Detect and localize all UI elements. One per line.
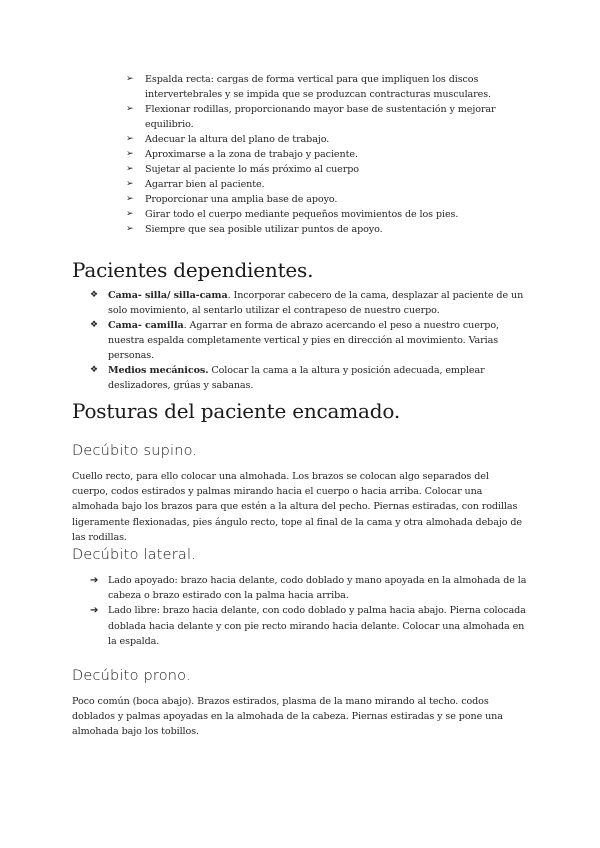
arrowhead-icon: ➢ (126, 149, 134, 159)
right-arrow-icon: ➔ (90, 605, 99, 617)
diamond-icon: ❖ (90, 320, 98, 330)
diamond-icon: ❖ (90, 290, 98, 300)
arrowhead-icon: ➢ (126, 134, 134, 144)
arrowhead-icon: ➢ (126, 209, 134, 219)
list-item: ➢ Espalda recta: cargas de forma vertical para que impliquen los discos intervertebrales y se impida que se produzcan contracturas musculares. (126, 74, 492, 100)
posture-rules-list (126, 72, 526, 237)
list-item: ➢ Flexionar rodillas, proporcionando mayor base de sustentación y mejorar equilibrio. (126, 104, 496, 130)
list-item: ❖ Cama- camilla. Agarrar en forma de abrazo acercando el peso a nuestro cuerpo, nuestra espalda completamente vertical y pies en dirección al movimiento. Varias personas. (90, 320, 499, 361)
heading-posturas-paciente-encamado: Posturas del paciente encamado. (72, 399, 401, 423)
list-item: ❖ Cama- silla/ silla-cama. Incorporar cabecero de la cama, desplazar al paciente de un solo movimiento, al sentarlo utilizar el contrapeso de nuestro cuerpo. (90, 290, 524, 316)
heading-decubito-prono: Decúbito prono. (72, 668, 191, 684)
dependent-patients-list (90, 288, 530, 393)
list-item: ➔ Lado apoyado: brazo hacia delante, codo doblado y mano apoyada en la almohada de la cabeza o brazo estirado con la palma hacia arriba. (90, 575, 527, 602)
paragraph-decubito-supino: Cuello recto, para ello colocar una almohada. Los brazos se colocan algo separados del cuerpo, codos estirados y palmas mirando hacia el cuerpo o hacia arriba. Colocar una almohada bajo los brazos para que estén a la altura del pecho. Piernas estiradas, con rodillas ligeramente flexionadas, pies ángulo recto, tope al final de la cama y otra almohada debajo de las rodillas. (72, 471, 522, 543)
arrowhead-icon: ➢ (126, 104, 134, 114)
right-arrow-icon: ➔ (90, 575, 99, 586)
arrowhead-icon: ➢ (126, 224, 134, 234)
list-item: ➢ Girar todo el cuerpo mediante pequeños movimientos de los pies. (126, 209, 459, 220)
list-item: ➢ Proporcionar una amplia base de apoyo. (126, 194, 338, 205)
arrowhead-icon: ➢ (126, 164, 134, 174)
list-item: ➢ Adecuar la altura del plano de trabajo. (126, 134, 330, 145)
heading-pacientes-dependientes: Pacientes dependientes. (72, 258, 314, 282)
diamond-icon: ❖ (90, 365, 98, 375)
heading-decubito-supino: Decúbito supino. (72, 443, 198, 459)
paragraph-decubito-prono: Poco común (boca abajo). Brazos estirados, plasma de la mano mirando al techo. codos doblados y palmas apoyadas en la almohada de la cabeza. Piernas estiradas y se pone una almohada bajo los tobillos. (72, 696, 503, 738)
list-item: ➔ Lado libre: brazo hacia delante, con codo doblado y palma hacia abajo. Pierna colocada doblada hacia delante y con pie recto mirando hacia delante. Colocar una almohada en la espalda. (90, 605, 526, 647)
arrowhead-icon: ➢ (126, 179, 134, 189)
arrowhead-icon: ➢ (126, 74, 134, 84)
list-item: ➢ Sujetar al paciente lo más próximo al cuerpo (126, 164, 359, 175)
arrowhead-icon: ➢ (126, 194, 134, 204)
list-item: ➢ Agarrar bien al paciente. (126, 179, 265, 190)
lateral-position-list (90, 573, 530, 649)
list-item: ➢ Siempre que sea posible utilizar puntos de apoyo. (126, 224, 383, 235)
heading-decubito-lateral: Decúbito lateral. (72, 547, 197, 563)
list-item: ❖ Medios mecánicos. Colocar la cama a la altura y posición adecuada, emplear deslizadores, grúas y sabanas. (90, 365, 485, 391)
list-item: ➢ Aproximarse a la zona de trabajo y paciente. (126, 149, 358, 160)
